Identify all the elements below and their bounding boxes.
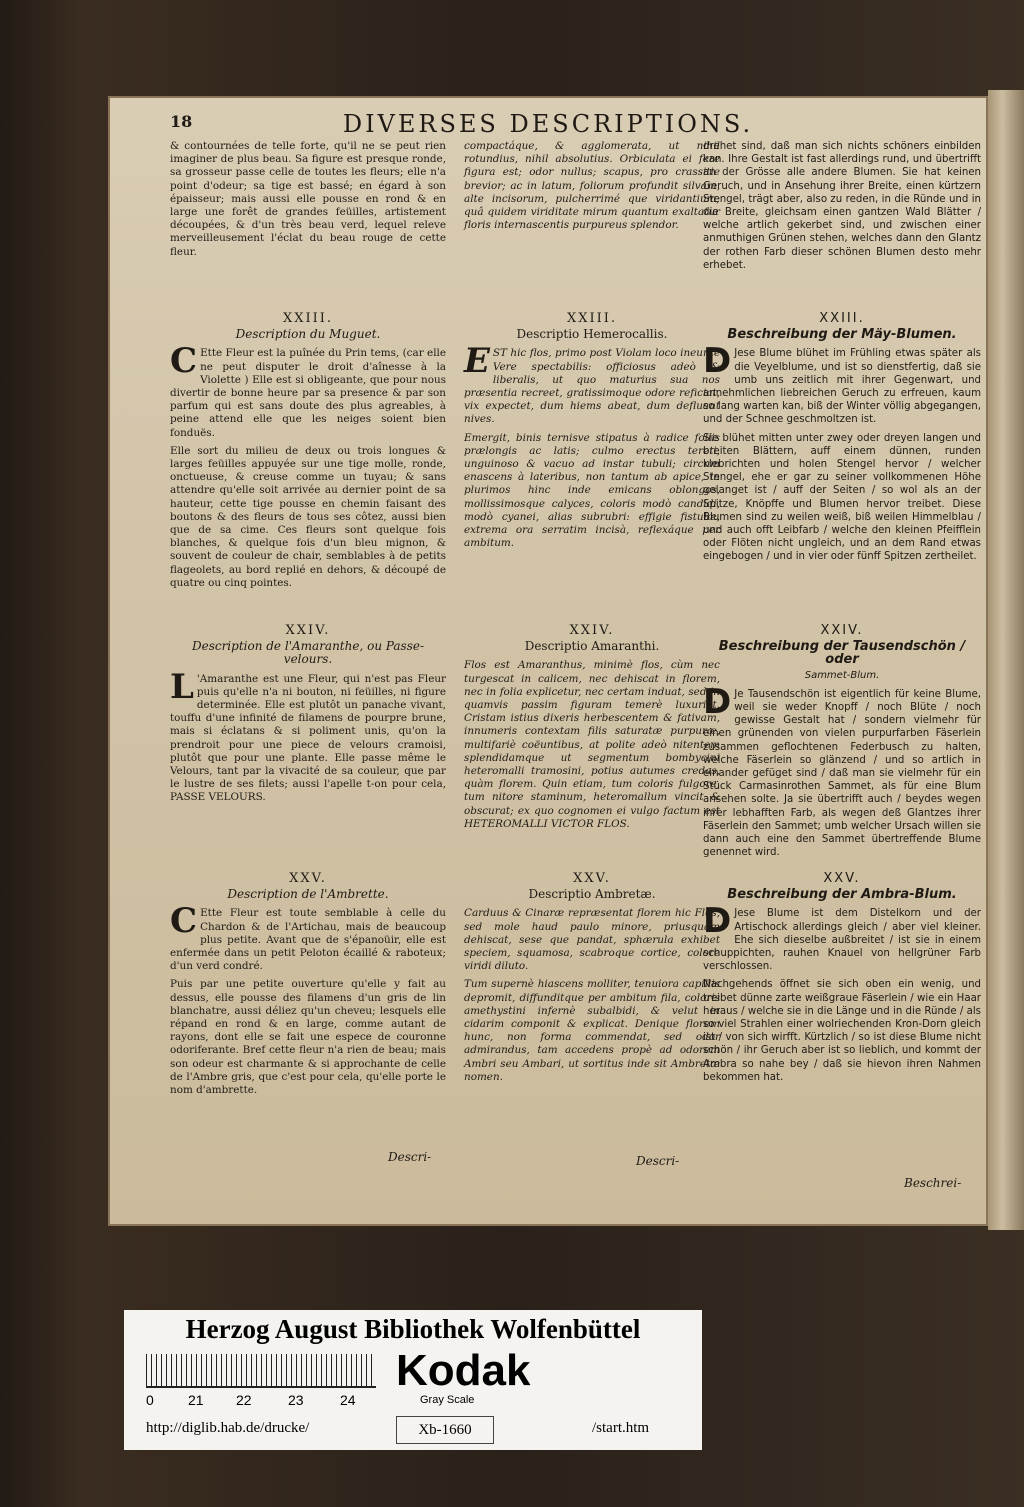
section-number: XXV. — [823, 871, 861, 886]
paragraph — [170, 666, 446, 805]
latin-section-hemerocallis — [464, 312, 720, 555]
french-intro-text: & contournées de telle forte, qu'il ne se peut rien imaginer de plus beau. Sa figure est presque ronde, sa grosseur passe celle de toutes les fleurs; elle n'a point d'odeur; sa tige est bassé; en égard à son épaisseur; mais aussi elle pousse en rond & en large une forêt de grandes feüilles, artistement découpées, & d'un très beau verd, lequel releve merveilleusement l'éclat du beau rouge de cette fleur. — [170, 140, 446, 258]
german-intro — [703, 140, 981, 277]
paragraph — [703, 901, 981, 973]
section-number: XXIV. — [820, 623, 864, 638]
paragraph — [703, 341, 981, 426]
latin-section-amaranthi — [464, 624, 720, 836]
source-url: http://diglib.hab.de/drucke/ — [146, 1420, 310, 1436]
french-section-amaranthe — [170, 624, 446, 810]
gray-scale-label: Gray Scale — [420, 1394, 475, 1406]
german-section-maeyblumen — [703, 312, 981, 569]
library-name: Herzog August Bibliothek Wolfenbüttel — [185, 1314, 641, 1344]
paragraph: Sie blühet mitten unter zwey oder dreyen langen und breiten Blättern, auff einem dünnen, runden klebrichten und holen Stengel hervor / welcher Stengel, ehe er gar zu seiner vollkommenen Höhe gelanget ist / auff der Seiten / so wol als an der Spitze, Knöpffe und Blumen hervor treibet. Diese Blumen sind zu weilen weiß, biß weilen Himmelblau / und auch offt Leibfarb / welche den kleinen Pfeifflein oder Flöten nicht ungleich, und an dem Rand etwas eingebogen / und in vier oder fünff Spitzen zertheilet. — [703, 432, 981, 563]
paragraph: Flos est Amaranthus, minimè flos, cùm nec turgescat in calicem, nec dehiscat in florem, nec in folia explicetur, nec certam induat, sed in quamvis passim figuram temerè luxuriet. Cristam istius dixeris herbescentem & fativam, innumeris contextam filis saturatæ purpuræ, multifariè coëuntibus, at polite adeò nitentem splendidamque ut segmentum bombycini heteromalli tramosini, potius autumes credas, quàm florem. Quin etiam, tum coloris fulgore, tum nitore staminum, heteromallum vincit & obscurat; ex quo cognomen ei vulgo factum est HETEROMALLI VICTOR FLOS. — [464, 659, 720, 830]
paragraph-text: Jese Blume blühet im Frühling etwas später als die Veyelblume, und ist so dienstfertig, daß sie umb uns zeitlich mit ihrer Gegenwart, und annehmlichen liebreichen Geruch zu erfreuen, kaum so lang warten kan, biß der Winter völlig abgegangen, und der Schnee geschmoltzen ist. — [703, 348, 981, 426]
paragraph: Nachgehends öffnet sie sich oben ein wenig, und treibet dünne zarte weißgraue Fäserlein / wie ein Haar heraus / welche sie in die Länge und in die Ründe / als so viel Strahlen einer wolriechenden Kron-Dorn gleich ist / von sich wirfft. Kürtzlich / so ist diese Blume nicht schön / ihr Geruch aber ist so lieblich, und kommt der Ambra so nahe bey / daß sie hievon ihren Nahmen bekommen hat. — [703, 979, 981, 1083]
paragraph — [464, 341, 720, 426]
ruler-label: 24 — [340, 1392, 356, 1408]
section-heading: Description de l'Ambrette. — [227, 887, 389, 902]
drop-cap: C — [170, 901, 198, 942]
french-intro — [170, 140, 446, 264]
drop-cap: L — [170, 666, 194, 707]
page-number: 18 — [170, 112, 193, 131]
library-scan-card — [124, 1310, 702, 1450]
adjacent-page-edge — [988, 90, 1024, 1230]
section-heading: Descriptio Amaranthi. — [524, 639, 660, 654]
section-subheading: Sammet-Blum. — [804, 669, 880, 681]
section-heading: Descriptio Ambretæ. — [528, 887, 656, 902]
paragraph — [703, 681, 981, 860]
drop-cap: D — [703, 341, 732, 382]
drop-cap: C — [170, 341, 198, 382]
book-title: DIVERSES DESCRIPTIONS. — [342, 110, 754, 138]
drop-cap: E — [464, 341, 490, 382]
drop-cap: D — [703, 681, 732, 722]
latin-section-ambretae — [464, 872, 720, 1089]
german-section-ambrablum — [703, 872, 981, 1089]
paragraph-text: 'Amaranthe est une Fleur, qui n'est pas Fleur puis qu'elle n'a ni bouton, ni feüilles, ni figure determinée. Elle est plutôt un panache vivant, touffu d'une infinité de filamens de pourpre brune, mais si éclatans & si poliment unis, qu'on la prendroit pour une piece de velours cramoisi, plutôt que pour une plante. Elle passe même le Velours, tant par la vivacité de sa couleur, que par le lustre de ses filets; aussi l'apelle t-on pour cela, PASSE VELOURS. — [170, 672, 446, 804]
ruler-label: 21 — [188, 1392, 204, 1408]
paragraph: Elle sort du milieu de deux ou trois longues & larges feüilles appuyée sur une tige molle, ronde, onctueuse, & creuse comme un tuyau; & sans attendre qu'elle soit arrivée au dernier point de sa hauteur, cette tige pousse en chemin faisant des boutons & des fleurs de tous ses côtez, aussi bien que de sa cime. Ces fleurs sont quelque fois blanches, & quelque fois d'un bleu mignon, & souvent de couleur de chair, semblables à de petits flageolets, au bord replié en dehors, & découpé de quatre ou cinq pointes. — [170, 444, 446, 589]
section-heading: Description de l'Amaranthe, ou Passe-velours. — [191, 639, 425, 667]
german-section-tausendschoen — [703, 624, 981, 864]
paragraph-text: ST hic flos, primo post Violam loco ineunte Vere spectabilis: officiosus adeò & liberalis, ut quo maturius sua nos præsentia recreet, gratissimoque odore reficiat, vix expectet, dum hiems abeat, dum defluant nives. — [464, 347, 720, 426]
section-number: XXIII. — [566, 311, 618, 326]
french-section-muguet — [170, 312, 446, 595]
latin-intro — [464, 140, 720, 237]
paragraph: Puis par une petite ouverture qu'elle y fait au dessus, elle pousse des filamens d'un gris de lin blanchatre, aussi déliez qu'un cheveu; lesquels elle répand en rond & en large, comme autant de rayons, dont elle se fait une espece de couronne odoriferante. Bref cette fleur n'a rien de beau; mais son odeur est charmante & si approchante de celle de l'Ambre gris, que c'est pour cela, qu'elle porte le nom d'ambrette. — [170, 978, 446, 1097]
latin-intro-text: compactáque, & agglomerata, ut nihil rotundius, nihil absolutius. Orbiculata ei fere figura est; odor nullus; scapus, pro crassitie brevior; ac in latum, foliorum profundit silvam, alte incisorum, pulcherrimé que viridantium; quâ quidem viriditate mirum quantum exaltatur floris internascentis purpureus splendor. — [464, 140, 720, 232]
shelfmark: Xb-1660 — [396, 1416, 494, 1444]
german-intro-text: drehet sind, daß man sich nichts schöners einbilden kan. Ihre Gestalt ist fast allerdings rund, und übertrifft an der Grösse alle andere Blumen. Sie hat keinen Geruch, und in Ansehung ihrer Breite, einen kürtzern Stengel, trägt aber, also zu reden, in die Ründe und in die Breite, gleichsam einen gantzen Wald Blätter / welche artlich gekerbet sind, und zwischen einer anmuthigen Grünen stehen, welches dann den Glantz der rothen Farb dieser schönen Blumen desto mehr erhebet. — [703, 141, 981, 271]
section-number: XXV. — [289, 871, 327, 886]
start-path: /start.htm — [592, 1420, 650, 1436]
section-heading: Beschreibung der Tausendschön / oder — [718, 639, 966, 668]
paragraph — [170, 901, 446, 973]
section-heading: Descriptio Hemerocallis. — [516, 327, 668, 342]
scale-ruler — [146, 1354, 376, 1388]
section-number: XXIV. — [569, 623, 615, 638]
section-number: XXIII. — [282, 311, 334, 326]
section-heading: Beschreibung der Ambra-Blum. — [727, 887, 957, 903]
section-number: XXV. — [573, 871, 611, 886]
ruler-label: 23 — [288, 1392, 304, 1408]
kodak-logo: Kodak — [396, 1346, 531, 1395]
drop-cap: D — [703, 901, 732, 942]
ruler-label: 0 — [146, 1392, 154, 1408]
section-heading: Beschreibung der Mäy-Blumen. — [727, 327, 957, 343]
paragraph-text: Ette Fleur est toute semblable à celle du Chardon & de l'Artichau, mais de beaucoup plus petite. Avant que de s'épanoüir, elle est enfermée dans un petit Peloton écaillé & raboteux; d'un verd condré. — [170, 907, 446, 973]
book-page — [108, 96, 988, 1226]
paragraph — [170, 341, 446, 439]
ruler-label: 22 — [236, 1392, 252, 1408]
french-section-ambrette — [170, 872, 446, 1102]
paragraph: Tum supernè hiascens molliter, tenuiora capillis depromit, diffunditque per ambitum fila, coloris amethystini infernè subalbidi, & velut in cidarim componit & explicat. Denique florem hunc, non forma commendat, sed odor admirandus, tam accedens propè ad odorem Ambri seu Ambari, ut sortitus inde sit Ambretæ nomen. — [464, 978, 720, 1083]
paragraph: Carduus & Cinaræ repræsentat florem hic Flos, sed mole haud paulo minore, priusquam dehiscat, sese que pandat, sphærula exhibet speciem, squamosa, scabroque cortice, colore viridi diluto. — [464, 907, 720, 973]
paragraph-text: Jese Blume ist dem Distelkorn und der Artischock allerdings gleich / aber viel kleiner. Ehe sich dieselbe außbreitet / ist sie in einem schuppichten, rauhen Knauel von hellgrüner Farb verschlossen. — [703, 908, 981, 973]
paragraph: Emergit, binis ternisve stipatus à radice foliis prælongis ac latis; culmo erectus tereti, unguinoso & vacuo ad instar tubuli; circum enascens à lateribus, non tantum ab apice, in plurimos hinc inde emicans oblongos, mollissimosque calyces, coloris modò candidi, modò cyanei, alias subrubri: effigie fistulæ, extrema ora serratim incisà, reflexáque per ambitum. — [464, 431, 720, 550]
running-head — [108, 108, 988, 138]
section-heading: Description du Muguet. — [235, 327, 381, 342]
catchword: Descri- — [388, 1150, 432, 1164]
section-number: XXIII. — [819, 311, 865, 326]
paragraph-text: Je Tausendschön ist eigentlich für keine Blume, weil sie weder Knopff / noch Blüte / noch gewisse Gestalt hat / sondern vielmehr für einen grünenden von vielen purpurfarben Fäserlein zusammen geflochtenen Federbusch zu halten, welche Fäserlein so glänzend / und so artlich in einander gefüget sind / daß man sie vielmehr für ein Stück Carmasinrothen Sammet, als für eine Blum ansehen solte. Ja sie übertrifft auch / beydes wegen ihrer lebhafften Farb, als wegen deß Glantzes ihrer Fäserlein den Sammet; umb welcher Ursach willen sie dann auch eine den Sammet übertreffende Blume genennet wird. — [703, 688, 981, 859]
section-number: XXIV. — [285, 623, 331, 638]
catchword: Descri- — [636, 1154, 680, 1168]
catchword: Beschrei- — [904, 1176, 962, 1190]
paragraph-text: Ette Fleur est la puînée du Prin tems, (car elle ne peut disputer le droit d'aînesse à la Violette ) Elle est si obligeante, que pour nous divertir de bonne heure par sa presence & par son parfum qui est sans doute des plus agreables, à peine attend elle que les neiges soient bien fonduës. — [170, 347, 446, 439]
